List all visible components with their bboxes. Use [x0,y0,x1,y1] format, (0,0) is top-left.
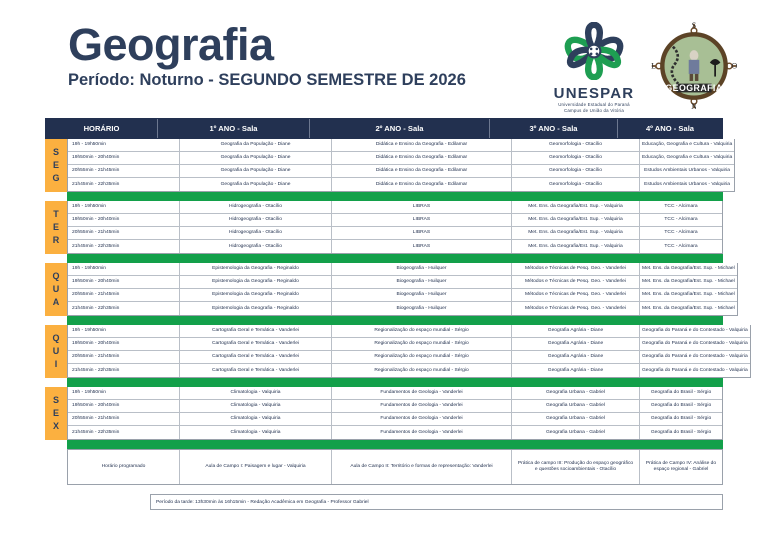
day-letter: G [52,173,60,184]
table-row [68,263,737,276]
cell-ano1: Cartografia Geral e Temática - Vanderlei [180,325,332,337]
cell-ano2: Regionalização do espaço mundial - Sérgio [332,338,512,350]
geografia-compass-logo-icon [648,22,740,110]
cell-ano4: Geografia do Paraná e do Contestado - Valquiria [642,328,748,334]
separator-green-bar [67,192,723,201]
footer-note-gutter [45,494,150,510]
table-row [68,276,737,289]
cell-ano4: Met. Ens. da Geografia/Est. Sup. - Michael [642,292,735,298]
day-letter: R [52,235,60,246]
day-letter: U [52,283,60,294]
cell-ano2: Fundamentos de Geologia - Vanderlei [332,413,512,425]
cell-time: 19h - 19h50min [68,325,180,337]
cell-time: 19h - 19h50min [68,139,180,151]
cell-ano2: LIBRAS [332,227,512,239]
table-row [68,351,750,364]
footer-note: Período da tarde: 13h30min às 16h15min - Redação Acadêmica em Geografia - Professor Gabriel [150,494,723,510]
separator-bar [45,378,723,387]
cell-ano4: Estudos Ambientais Urbanos - Valquiria [644,181,730,187]
cell-ano3: Geografia Urbana - Gabriel [512,426,640,439]
table-row [68,426,722,439]
cell-ano4: Educação, Geografia e Cultura - Valquiria [642,155,733,161]
cell-time: 19h50min - 20h40min [68,276,180,288]
svg-text:N: N [691,102,697,110]
logo-group [548,18,740,113]
cell-ano1: Climatologia - Valquiria [180,400,332,412]
cell-ano2: Regionalização do espaço mundial - Sérgio [332,325,512,337]
scheduled-label: Horário programado [68,450,180,484]
table-row [68,302,737,315]
day-block-sex [45,387,723,440]
table-row [68,325,750,338]
table-row [68,289,737,302]
cell-ano1: Hidrogeografia - Otacílio [180,240,332,253]
scheduled-ano2: Aula de Campo II: Território e formas de representação: Vanderlei [332,450,512,484]
cell-ano4: Geografia do Brasil - Sérgio [650,429,712,435]
table-row [68,227,722,240]
day-rows [67,139,735,192]
column-header-horario: HORÁRIO [46,119,158,138]
day-letter: U [52,345,60,356]
cell-ano3: Métodos e Técnicas de Pesq. Geo. - Vanderlei [512,289,640,301]
separator-bar [45,192,723,201]
separator-gutter [45,316,67,325]
cell-ano3: Geomorfologia - Otacílio [512,165,640,177]
cell-ano4: Geografia do Brasil - Sérgio [650,416,712,422]
title-block [68,18,466,89]
cell-ano1: Cartografia Geral e Temática - Vanderlei [180,338,332,350]
cell-ano3: Geografia Urbana - Gabriel [512,400,640,412]
cell-ano1: Geografia da População - Diane [180,139,332,151]
cell-ano4: Geografia do Paraná e do Contestado - Valquiria [642,367,748,373]
cell-ano4: Educação, Geografia e Cultura - Valquiria [642,142,733,148]
cell-ano2: Biogeografia - Huilquer [332,302,512,315]
day-letter: Q [52,332,60,343]
cell-ano2: Didática e Ensino da Geografia - Edilamar [332,139,512,151]
cell-ano1: Hidrogeografia - Otacílio [180,227,332,239]
page-subtitle: Período: Noturno - SEGUNDO SEMESTRE DE 2026 [68,71,466,89]
cell-ano3: Geografia Agrária - Diane [512,325,640,337]
cell-time: 19h50min - 20h40min [68,400,180,412]
schedule-table [45,118,748,510]
cell-ano1: Geografia da População - Diane [180,152,332,164]
cell-time: 21h45min - 22h35min [68,302,180,315]
cell-ano2: Fundamentos de Geologia - Vanderlei [332,400,512,412]
day-letter: T [53,208,59,219]
day-label-ter [45,201,67,254]
separator-green-bar [67,378,723,387]
day-block-ter [45,201,723,254]
scheduled-gutter [45,449,67,485]
cell-ano2: LIBRAS [332,201,512,213]
cell-time: 20h55min - 21h45min [68,413,180,425]
day-blocks-container [45,139,748,440]
cell-ano1: Hidrogeografia - Otacílio [180,201,332,213]
column-header-ano2: 2º ANO - Sala [310,119,490,138]
cell-ano4: Met. Ens. da Geografia/Est. Sup. - Michael [642,279,735,285]
cell-ano2: Fundamentos de Geologia - Vanderlei [332,426,512,439]
cell-ano4: Geografia do Brasil - Sérgio [650,403,712,409]
svg-text:L: L [651,61,656,71]
cell-time: 20h55min - 21h45min [68,165,180,177]
table-row [68,364,750,377]
cell-ano2: Biogeografia - Huilquer [332,289,512,301]
column-header-ano4: 4º ANO - Sala [645,124,695,133]
table-row [68,338,750,351]
scheduled-activities-box [67,449,723,485]
cell-ano3: Geografia Agrária - Diane [512,364,640,377]
cell-ano3: Geomorfologia - Otacílio [512,152,640,164]
cell-ano3: Met. Ens. da Geografia/Est. Sup. - Valquiria [512,227,640,239]
unespar-clover-icon [558,22,630,80]
cell-ano4: TCC - Alcimara [664,230,698,236]
day-label-sex [45,387,67,440]
cell-ano1: Climatologia - Valquiria [180,387,332,399]
cell-ano2: Didática e Ensino da Geografia - Edilamar [332,165,512,177]
cell-time: 21h45min - 22h35min [68,364,180,377]
cell-ano3: Geomorfologia - Otacílio [512,139,640,151]
page-header [0,0,768,113]
cell-ano1: Epistemologia da Geografia - Reginaldo [180,263,332,275]
cell-time: 19h - 19h50min [68,387,180,399]
cell-ano1: Climatologia - Valquiria [180,426,332,439]
separator-bar [45,440,723,449]
unespar-wordmark: UNESPAR [553,85,635,102]
table-row [68,413,722,426]
day-rows [67,325,751,378]
cell-time: 19h50min - 20h40min [68,214,180,226]
cell-ano2: LIBRAS [332,240,512,253]
table-header-row [45,118,723,139]
table-row [68,201,722,214]
cell-ano2: LIBRAS [332,214,512,226]
day-letter: E [52,407,59,418]
column-header-ano3: 3º ANO - Sala [490,119,618,138]
footer-note-row [45,494,723,510]
cell-ano3: Geografia Urbana - Gabriel [512,387,640,399]
day-rows [67,387,723,440]
cell-ano2: Biogeografia - Huilquer [332,276,512,288]
cell-time: 20h55min - 21h45min [68,289,180,301]
cell-ano2: Didática e Ensino da Geografia - Edilamar [332,152,512,164]
cell-time: 20h55min - 21h45min [68,351,180,363]
cell-ano4: TCC - Alcimara [664,204,698,210]
table-row [68,400,722,413]
cell-ano1: Epistemologia da Geografia - Reginaldo [180,289,332,301]
cell-ano2: Biogeografia - Huilquer [332,263,512,275]
table-row [68,139,734,152]
cell-ano2: Regionalização do espaço mundial - Sérgio [332,364,512,377]
separator-green-bar [67,440,723,449]
separator-gutter [45,378,67,387]
cell-ano1: Hidrogeografia - Otacílio [180,214,332,226]
cell-time: 19h - 19h50min [68,201,180,213]
day-block-qua [45,263,735,316]
table-row [68,387,722,400]
svg-text:S: S [691,22,697,31]
day-letter: S [52,394,59,405]
cell-ano4: Estudos Ambientais Urbanos - Valquiria [644,168,730,174]
unespar-logo [548,22,640,113]
cell-ano2: Didática e Ensino da Geografia - Edilamar [332,178,512,191]
cell-ano4: Geografia do Paraná e do Contestado - Valquiria [642,341,748,347]
separator-green-bar [67,316,723,325]
day-label-seg [45,139,67,192]
cell-ano3: Métodos e Técnicas de Pesq. Geo. - Vanderlei [512,263,640,275]
separator-bar [45,254,723,263]
day-block-seg [45,139,733,192]
cell-ano3: Métodos e Técnicas de Pesq. Geo. - Vanderlei [512,276,640,288]
scheduled-ano3: Prática de campo III: Produção do espaço geográfico e questões socioambientais - Otacílio [512,450,640,484]
cell-ano3: Métodos e Técnicas de Pesq. Geo. - Vanderlei [512,302,640,315]
day-letter: X [52,421,59,432]
cell-ano3: Geografia Agrária - Diane [512,338,640,350]
day-letter: E [52,159,59,170]
cell-ano3: Geografia Urbana - Gabriel [512,413,640,425]
day-letter: E [52,221,59,232]
day-letter: A [52,297,60,308]
table-row [68,214,722,227]
cell-ano3: Geomorfologia - Otacílio [512,178,640,191]
table-row [68,240,722,253]
unespar-institution: Universidade Estadual do Paraná [558,102,630,107]
svg-text:O: O [731,61,738,71]
cell-ano4: TCC - Alcimara [664,243,698,249]
cell-time: 19h50min - 20h40min [68,152,180,164]
cell-ano2: Fundamentos de Geologia - Vanderlei [332,387,512,399]
day-block-qui [45,325,748,378]
cell-time: 21h45min - 22h35min [68,240,180,253]
separator-bar [45,316,723,325]
cell-ano2: Regionalização do espaço mundial - Sérgio [332,351,512,363]
cell-time: 21h45min - 22h35min [68,426,180,439]
scheduled-ano1: Aula de Campo I: Paisagem e lugar - Valquiria [180,450,332,484]
cell-ano1: Climatologia - Valquiria [180,413,332,425]
cell-ano3: Met. Ens. da Geografia/Est. Sup. - Valquiria [512,201,640,213]
day-letter: Q [52,270,60,281]
cell-time: 19h50min - 20h40min [68,338,180,350]
day-letter: S [52,146,59,157]
day-label-qua [45,263,67,316]
cell-time: 21h45min - 22h35min [68,178,180,191]
cell-ano4: Geografia do Paraná e do Contestado - Valquiria [642,354,748,360]
scheduled-activities-row [45,449,723,485]
table-row [68,152,734,165]
day-rows [67,201,723,254]
separator-gutter [45,440,67,449]
cell-ano1: Geografia da População - Diane [180,178,332,191]
cell-ano1: Epistemologia da Geografia - Reginaldo [180,302,332,315]
scheduled-ano4: Prática de Campo IV: Análise do espaço regional - Gabriel [645,460,717,472]
cell-ano1: Geografia da População - Diane [180,165,332,177]
cell-ano4: Met. Ens. da Geografia/Est. Sup. - Michael [642,266,735,272]
cell-ano3: Met. Ens. da Geografia/Est. Sup. - Valquiria [512,214,640,226]
cell-ano1: Cartografia Geral e Temática - Vanderlei [180,364,332,377]
cell-ano3: Geografia Agrária - Diane [512,351,640,363]
table-row [68,165,734,178]
day-rows [67,263,738,316]
cell-time: 19h - 19h50min [68,263,180,275]
cell-ano1: Epistemologia da Geografia - Reginaldo [180,276,332,288]
cell-ano3: Met. Ens. da Geografia/Est. Sup. - Valquiria [512,240,640,253]
unespar-campus: Campus de União da Vitória [563,107,625,113]
column-header-ano1: 1º ANO - Sala [158,119,310,138]
table-row [68,178,734,191]
cell-ano1: Cartografia Geral e Temática - Vanderlei [180,351,332,363]
svg-text:GEOGRAFIA: GEOGRAFIA [665,83,723,94]
day-letter: I [54,359,58,370]
cell-ano4: TCC - Alcimara [664,217,698,223]
cell-ano4: Met. Ens. da Geografia/Est. Sup. - Michael [642,305,735,311]
cell-ano4: Geografia do Brasil - Sérgio [650,390,712,396]
separator-gutter [45,192,67,201]
page-title: Geografia [68,19,274,70]
separator-green-bar [67,254,723,263]
day-label-qui [45,325,67,378]
separator-gutter [45,254,67,263]
cell-time: 20h55min - 21h45min [68,227,180,239]
